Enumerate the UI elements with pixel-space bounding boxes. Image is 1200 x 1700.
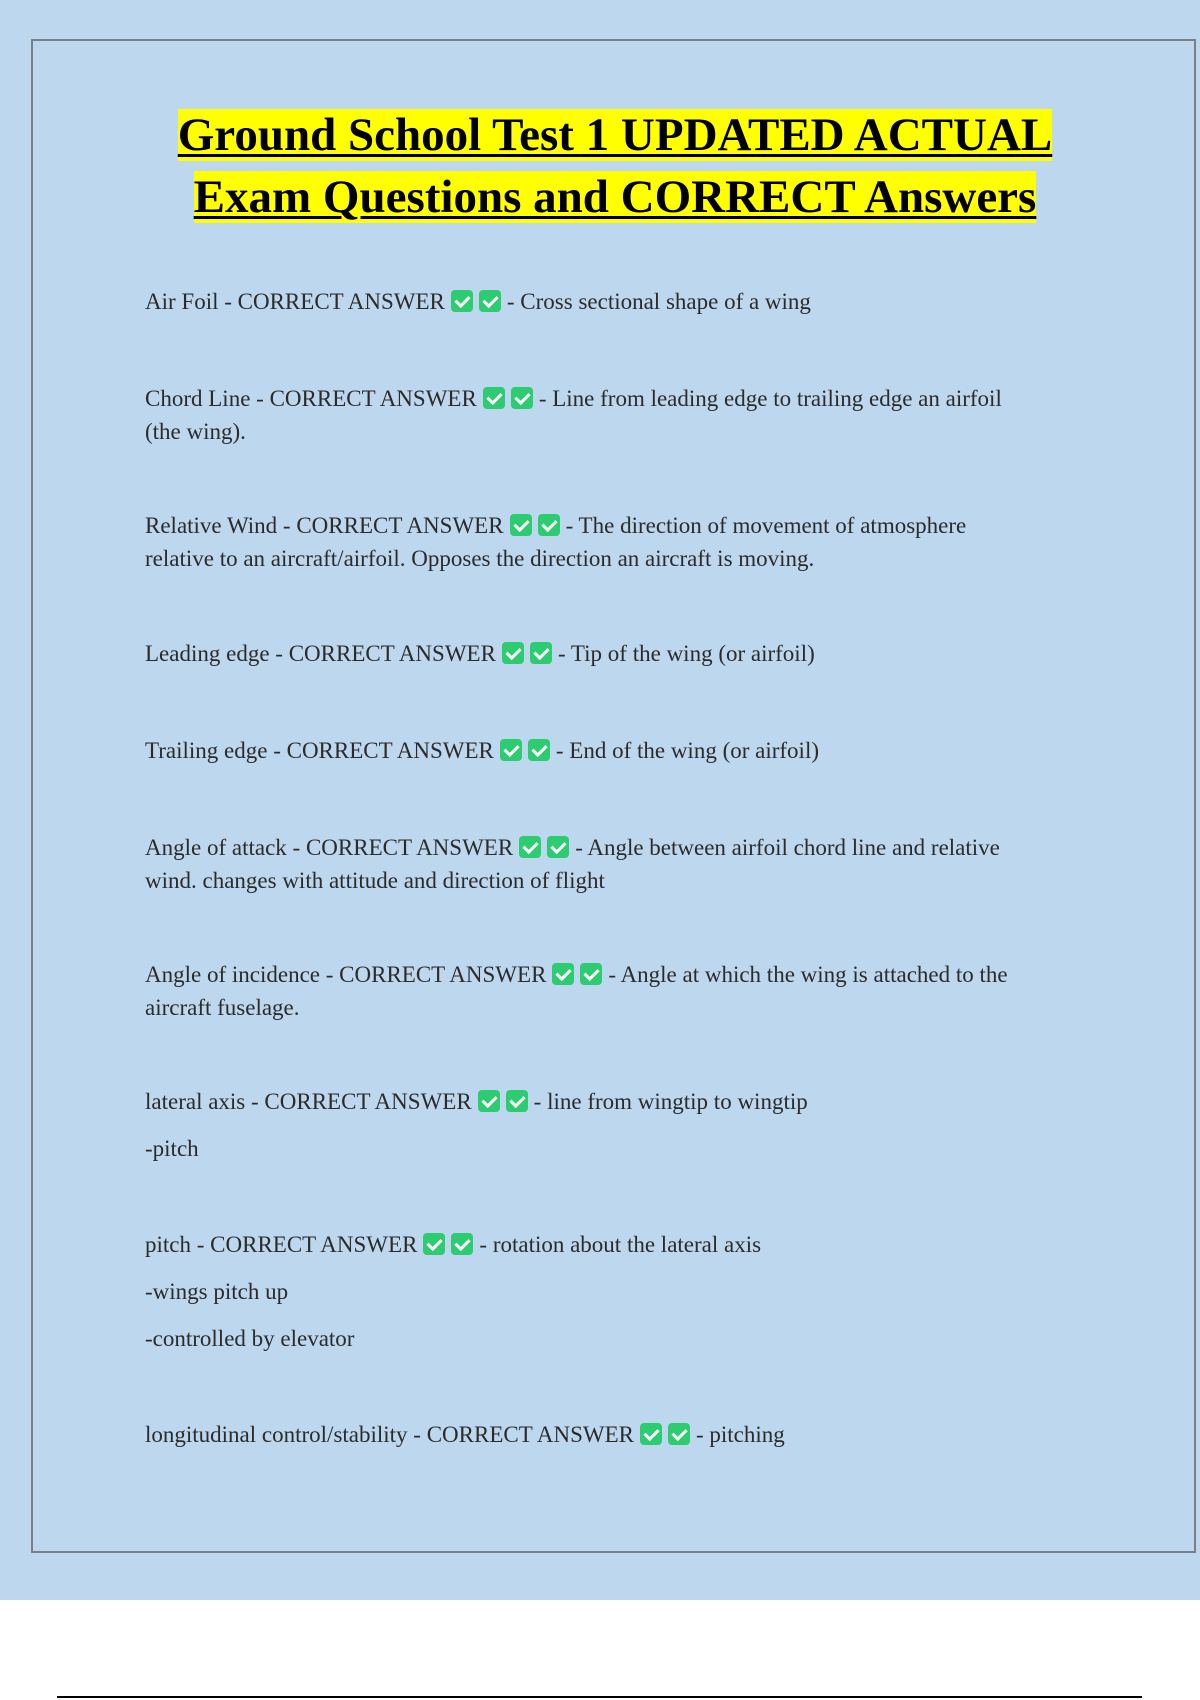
- check-icon: [552, 963, 574, 985]
- check-icon: [483, 387, 505, 409]
- check-icon: [451, 1233, 473, 1255]
- definition-continued: (the wing).: [145, 419, 246, 444]
- check-icon: [580, 963, 602, 985]
- term: Relative Wind -: [145, 513, 297, 538]
- answer-marker: CORRECT ANSWER: [264, 1089, 472, 1114]
- term: lateral axis -: [145, 1089, 265, 1114]
- qa-item-angle-of-incidence: [145, 958, 1075, 1024]
- document-title: [0, 104, 1200, 228]
- qa-item-longitudinal-control: [145, 1418, 1075, 1451]
- definition: - Line from leading edge to trailing edge an airfoil: [538, 386, 1002, 411]
- answer-marker: CORRECT ANSWER: [288, 641, 496, 666]
- qa-item-chord-line: [145, 382, 1075, 448]
- definition-continued: aircraft fuselage.: [145, 995, 300, 1020]
- definition: - End of the wing (or airfoil): [555, 738, 820, 763]
- check-icon: [510, 514, 532, 536]
- term: Leading edge -: [145, 641, 289, 666]
- check-icon: [519, 836, 541, 858]
- check-icon: [538, 514, 560, 536]
- qa-item-angle-of-attack: [145, 831, 1075, 897]
- qa-item-lateral-axis: [145, 1085, 1075, 1165]
- answer-marker: CORRECT ANSWER: [305, 835, 514, 860]
- definition: - rotation about the lateral axis: [479, 1232, 762, 1257]
- term: Trailing edge -: [145, 738, 287, 763]
- answer-marker: CORRECT ANSWER: [339, 962, 547, 987]
- answer-marker: CORRECT ANSWER: [210, 1232, 418, 1257]
- qa-item-trailing-edge: [145, 734, 1075, 767]
- note: -controlled by elevator: [145, 1326, 355, 1351]
- note: -wings pitch up: [145, 1279, 289, 1304]
- definition-continued: wind. changes with attitude and direction of flight: [145, 868, 605, 893]
- definition: - pitching: [695, 1422, 785, 1447]
- check-icon: [479, 290, 501, 312]
- check-icon: [668, 1423, 690, 1445]
- term: Angle of attack -: [145, 835, 306, 860]
- term: pitch -: [145, 1232, 211, 1257]
- answer-marker: CORRECT ANSWER: [296, 513, 504, 538]
- answer-marker: CORRECT ANSWER: [286, 738, 494, 763]
- check-icon: [506, 1090, 528, 1112]
- definition: - Cross sectional shape of a wing: [506, 289, 811, 314]
- check-icon: [500, 739, 522, 761]
- qa-item-pitch: [145, 1228, 1075, 1355]
- note: -pitch: [145, 1136, 199, 1161]
- definition-continued: relative to an aircraft/airfoil. Opposes the direction an aircraft is moving.: [145, 546, 815, 571]
- qa-item-relative-wind: [145, 509, 1075, 575]
- check-icon: [511, 387, 533, 409]
- answer-marker: CORRECT ANSWER: [269, 386, 477, 411]
- definition: - Angle between airfoil chord line and relative: [575, 835, 1000, 860]
- term: longitudinal control/stability -: [145, 1422, 427, 1447]
- check-icon: [530, 642, 552, 664]
- check-icon: [640, 1423, 662, 1445]
- answer-marker: CORRECT ANSWER: [237, 289, 445, 314]
- qa-item-air-foil: [145, 285, 1075, 318]
- term: Angle of incidence -: [145, 962, 340, 987]
- answer-marker: CORRECT ANSWER: [426, 1422, 634, 1447]
- definition: - line from wingtip to wingtip: [533, 1089, 808, 1114]
- title-line-2: Exam Questions and CORRECT Answers: [193, 171, 1037, 223]
- qa-item-leading-edge: [145, 637, 1075, 670]
- definition: - The direction of movement of atmosphere: [565, 513, 967, 538]
- title-line-1: Ground School Test 1 UPDATED ACTUAL: [177, 109, 1053, 161]
- check-icon: [423, 1233, 445, 1255]
- check-icon: [528, 739, 550, 761]
- definition: - Tip of the wing (or airfoil): [557, 641, 815, 666]
- check-icon: [478, 1090, 500, 1112]
- term: Air Foil -: [145, 289, 238, 314]
- term: Chord Line -: [145, 386, 270, 411]
- check-icon: [547, 836, 569, 858]
- definition: - Angle at which the wing is attached to the: [608, 962, 1008, 987]
- check-icon: [451, 290, 473, 312]
- footer-divider: [57, 1696, 1142, 1698]
- check-icon: [502, 642, 524, 664]
